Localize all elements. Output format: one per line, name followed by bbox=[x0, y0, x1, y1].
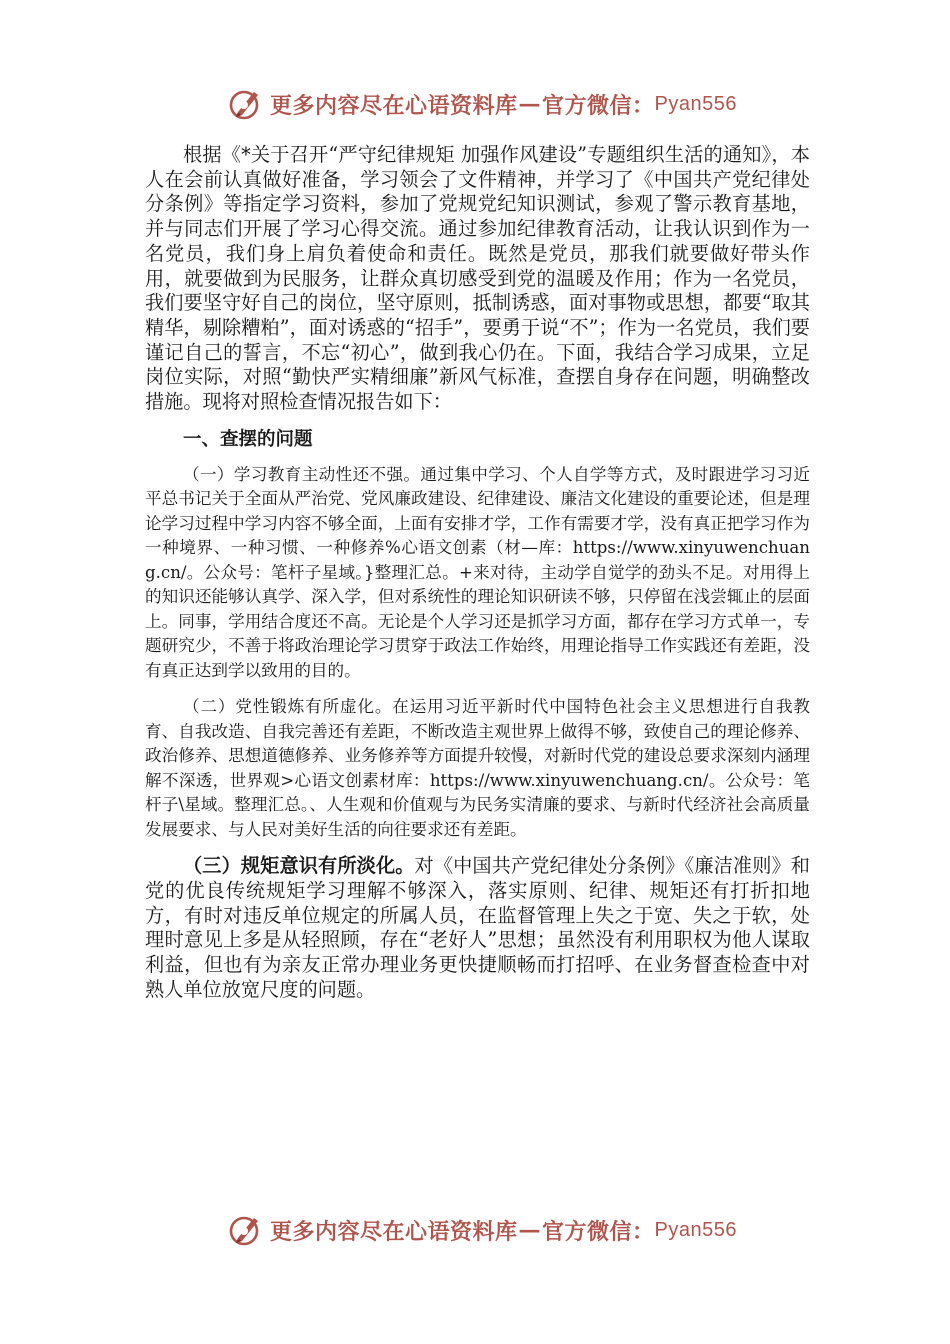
document-body bbox=[145, 143, 810, 1002]
banner-official-label: 官方微信： bbox=[542, 92, 655, 119]
intro-paragraph: 根据《*关于召开“严守纪律规矩 加强作风建设”专题组织生活的通知》，本人在会前认真做好准备，学习领会了文件精神，并学习了《中国共产党纪律处分条例》等指定学习资料，参加了党规党纪知识测试，参观了警示教育基地，并与同志们开展了学习心得交流。通过参加纪律教育活动，让我认识到作为一名党员，我们身上肩负着使命和责任。既然是党员，那我们就要做好带头作用，就要做到为民服务，让群众真切感受到党的温暖及作用；作为一名党员，我们要坚守好自己的岗位，坚守原则，抵制诱惑，面对事物或思想，都要“取其精华，剔除糟粕”，面对诱惑的“招手”，要勇于说“不”；作为一名党员，我们要谨记自己的誓言，不忘“初心”，做到我心仍在。下面，我结合学习成果，立足岗位实际，对照“勤快严实精细廉”新风气标准，查摆自身存在问题，明确整改措施。现将对照检查情况报告如下： bbox=[145, 143, 810, 414]
banner-dash: — bbox=[518, 1217, 542, 1243]
banner-official-label: 官方微信： bbox=[542, 1218, 655, 1245]
banner-wechat-id: Pyan556 bbox=[654, 1218, 737, 1241]
problem-paragraph-3 bbox=[145, 854, 810, 1002]
problem-paragraph-1: （一）学习教育主动性还不强。通过集中学习、个人自学等方式，及时跟进学习习近平总书记关于全面从严治党、党风廉政建设、纪律建设、廉洁文化建设的重要论述，但是理论学习过程中学习内容不够全面，上面有安排才学，工作有需要才学，没有真正把学习作为一种境界、一种习惯、一种修养%心语文创素（材—库：https://www.xinyuwenchuang.cn/。公众号：笔杆子星域。}整理汇总。+来对待，主动学自觉学的劲头不足。对用得上的知识还能够认真学、深入学，但对系统性的理论知识研读不够，只停留在浅尝辄止的层面上。同事，学用结合度还不高。无论是个人学习还是抓学习方面，都存在学习方式单一，专题研究少，不善于将政治理论学习贯穿于政法工作始终，用理论指导工作实践还有差距，没有真正达到学以致用的目的。 bbox=[145, 464, 810, 680]
banner-wechat-id: Pyan556 bbox=[654, 92, 737, 115]
problem-paragraph-2: （二）党性锻炼有所虚化。在运用习近平新时代中国特色社会主义思想进行自我教育、自我改造、自我完善还有差距，不断改造主观世界上做得不够，致使自己的理论修养、政治修养、思想道德修养、业务修养等方面提升较慢，对新时代党的建设总要求深刻内涵理解不深透，世界观>心语文创素材库：https://www.xinyuwenchuang.cn/。公众号：笔杆子\星域。整理汇总。、人生观和价值观与为民务实清廉的要求、与新时代经济社会高质量发展要求、与人民对美好生活的向往要求还有差距。 bbox=[145, 697, 810, 839]
problem-3-lead: （三）规矩意识有所淡化。 bbox=[183, 854, 415, 878]
section-heading: 一、查摆的问题 bbox=[183, 428, 313, 450]
footer-banner bbox=[228, 1210, 748, 1250]
banner-brand: 更多内容尽在心语资料库 bbox=[270, 1218, 518, 1245]
header-banner bbox=[228, 84, 748, 124]
pen-circle-icon bbox=[228, 86, 264, 122]
pen-circle-icon bbox=[228, 1212, 264, 1248]
banner-dash: — bbox=[518, 91, 542, 117]
problem-3-body: 对《中国共产党纪律处分条例》《廉洁准则》和党的优良传统规矩学习理解不够深入，落实原则、纪律、规矩还有打折扣地方，有时对违反单位规定的所属人员，在监督管理上失之于宽、失之于软，处理时意见上多是从轻照顾，存在“老好人”思想；虽然没有利用职权为他人谋取利益，但也有为亲友正常办理业务更快捷顺畅而打招呼、在业务督查检查中对熟人单位放宽尺度的问题。 bbox=[145, 854, 810, 1001]
banner-brand: 更多内容尽在心语资料库 bbox=[270, 92, 518, 119]
